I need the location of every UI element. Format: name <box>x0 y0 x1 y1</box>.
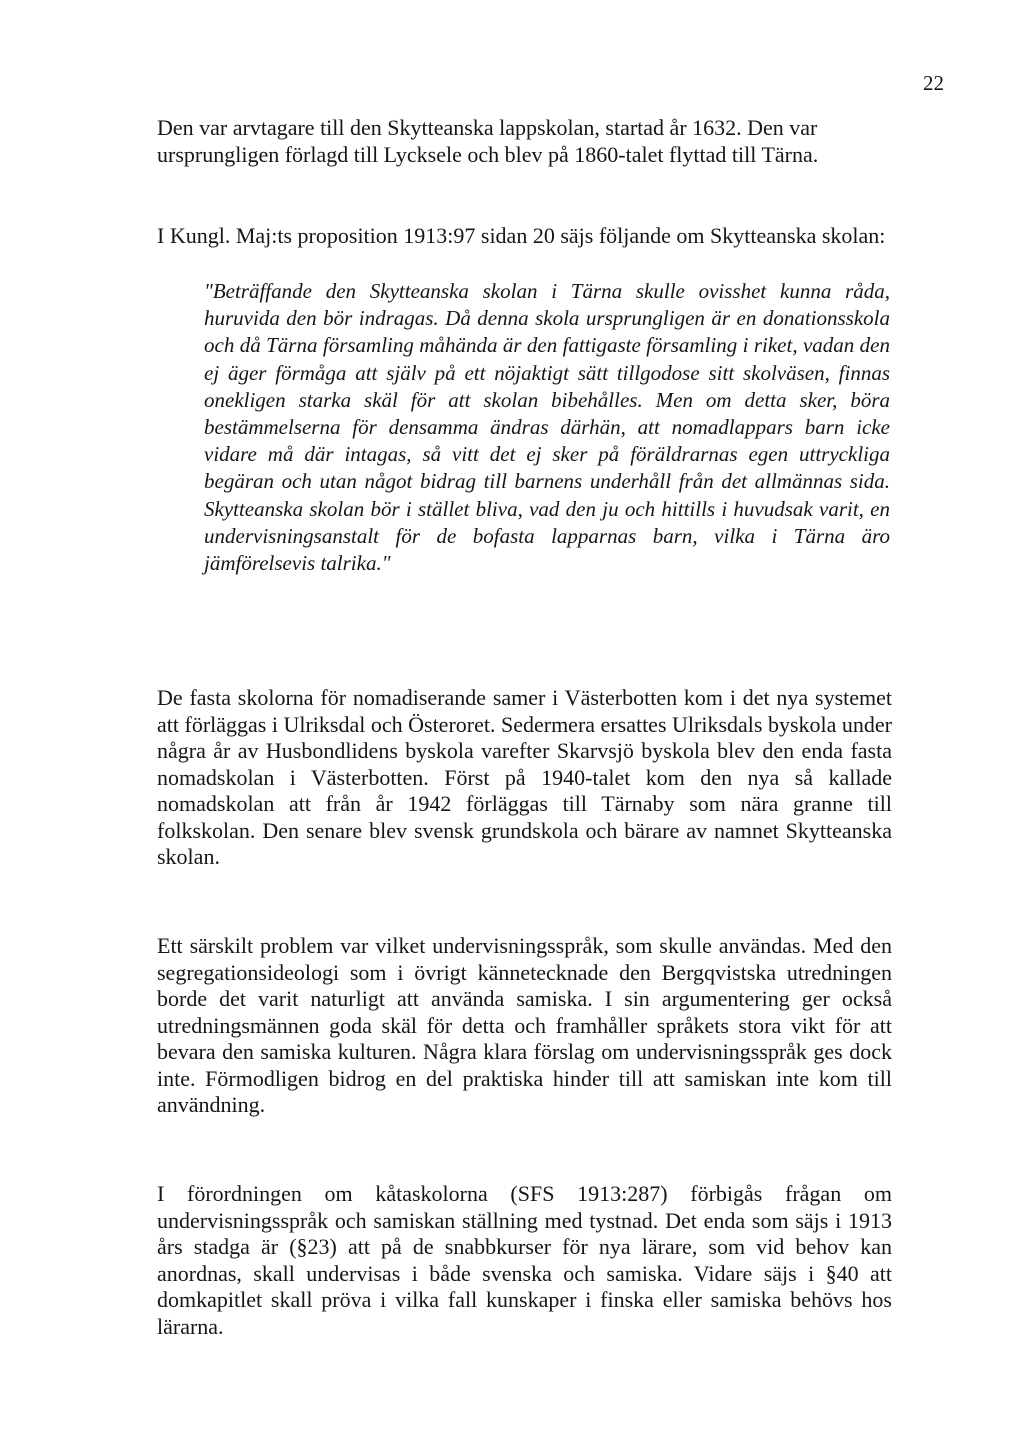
paragraph-undervisningssprak: Ett särskilt problem var vilket undervisningsspråk, som skulle användas. Med den segregationsideologi som i övrigt kännetecknade den Bergqvistska utredningen borde det varit naturligt att använda samiska. I sin argumentering ger också utredningsmännen goda skäl för detta och framhåller språkets stora vikt för att bevara den samiska kulturen. Några klara förslag om undervisningsspråk ges dock inte. Förmodligen bidrog en del praktiska hinder till att samiskan inte kom till användning. <box>157 933 892 1117</box>
page-number: 22 <box>923 71 944 95</box>
block-quote: "Beträffande den Skytteanska skolan i Tärna skulle ovisshet kunna råda, huruvida den bör indragas. Då denna skola ursprungligen är en donationsskola och då Tärna församling måhända är den fattigaste församling i riket, vadan den ej äger förmåga att själv på ett nöjaktigt sätt tillgodose sitt skolväsen, finnas onekligen starka skäl för att skolan bibehålles. Men om detta sker, böra bestämmelserna för densamma ändras därhän, att nomadlappars barn icke vidare må där intagas, så vitt det ej sker på föräldrarnas egen uttryckliga begäran och utan något bidrag till barnens underhåll från det allmännas sida. Skytteanska skolan bör i stället bliva, vad den ju och hittills i huvudsak varit, en undervisningsanstalt för de bofasta lapparnas barn, vilka i Tärna äro jämförelsevis talrika." <box>204 279 890 576</box>
paragraph-nomadskolor: De fasta skolorna för nomadiserande samer i Västerbotten kom i det nya systemet att förläggas i Ulriksdal och Österoret. Sedermera ersattes Ulriksdals byskola under några år av Husbondlidens byskola varefter Skarvsjö byskola blev den enda fasta nomadskolan i Västerbotten. Först på 1940-talet kom den nya så kallade nomadskolan att från år 1942 förläggas till Tärnaby som nära granne till folkskolan. Den senare blev svensk grundskola och bärare av namnet Skytteanska skolan. <box>157 685 892 869</box>
paragraph-lappskolan: Den var arvtagare till den Skytteanska lappskolan, startad år 1632. Den var ursprungligen förlagd till Lycksele och blev på 1860-talet flyttad till Tärna. <box>157 115 819 167</box>
paragraph-forordningen: I förordningen om kåtaskolorna (SFS 1913:287) förbigås frågan om undervisningsspråk och samiskan ställning med tystnad. Det enda som säjs i 1913 års stadga är (§23) att på de snabbkurser för nya lärare, som vid behov kan anordnas, skall undervisas i både svenska och samiska. Vidare säjs i §40 att domkapitlet skall pröva i vilka fall kunskaper i finska eller samiska behövs hos lärarna. <box>157 1181 892 1339</box>
paragraph-proposition: I Kungl. Maj:ts proposition 1913:97 sidan 20 säjs följande om Skytteanska skolan: <box>157 223 886 248</box>
